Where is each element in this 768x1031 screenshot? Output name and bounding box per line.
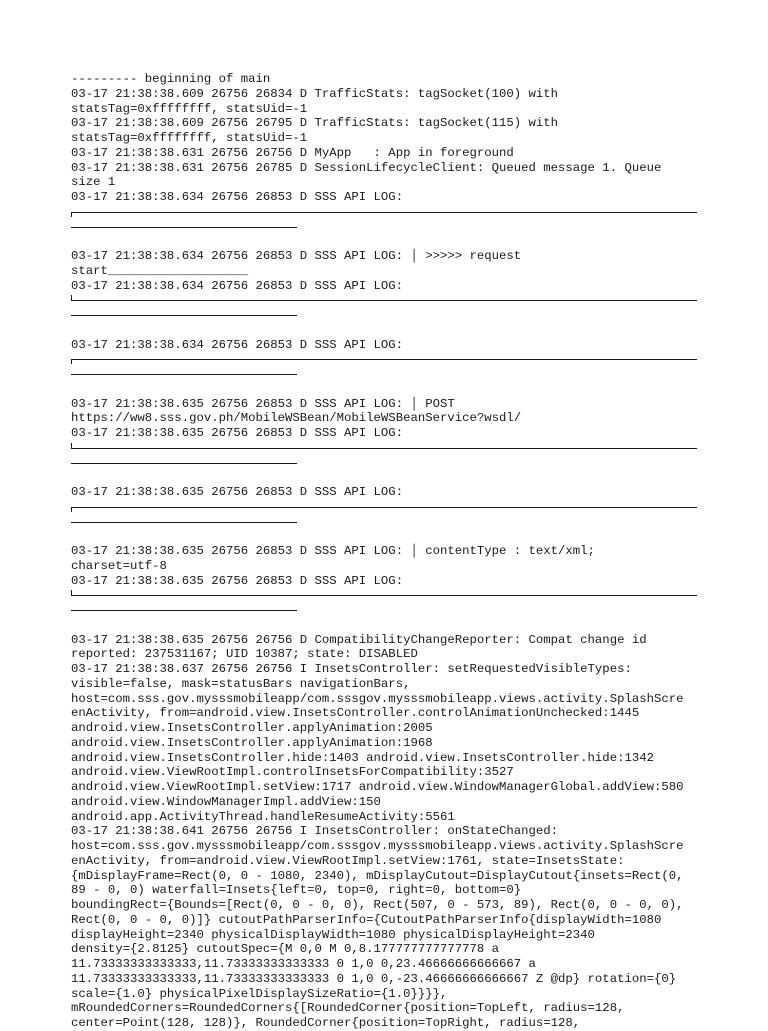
box-border-continuation [71, 220, 698, 235]
log-line: center=Point(128, 128)}, RoundedCorner{position=TopRight, radius=128, [71, 1016, 581, 1030]
log-line: 03-17 21:38:38.634 26756 26853 D SSS API LOG: [71, 278, 404, 293]
box-border-continuation [71, 515, 698, 530]
log-line: density={2.8125} cutoutSpec={M 0,0 M 0,8.177777777777778 a [71, 942, 500, 957]
log-line: android.view.WindowManagerImpl.addView:150 [71, 794, 381, 809]
log-line: android.app.ActivityThread.handleResumeActivity:5561 [71, 809, 455, 824]
log-line: 03-17 21:38:38.635 26756 26853 D SSS API LOG: │ contentType : text/xml; [71, 544, 595, 558]
blank-line [71, 618, 698, 633]
blank-line [71, 382, 698, 397]
log-line: statsTag=0xffffffff, statsUid=-1 [71, 131, 308, 145]
blank-line [71, 234, 698, 249]
box-bottom-border [71, 588, 698, 603]
log-line: 03-17 21:38:38.631 26756 26756 D MyApp : App in foreground [71, 145, 514, 160]
log-line: 03-17 21:38:38.631 26756 26785 D SessionLifecycleClient: Queued message 1. Queue [71, 160, 662, 175]
box-border-continuation [71, 456, 698, 471]
blank-line [71, 470, 698, 485]
log-line: 11.73333333333333,11.73333333333333 0 1,0 0,23.46666666666667 a [71, 957, 536, 971]
log-line: android.view.ViewRootImpl.controlInsetsForCompatibility:3527 [71, 765, 514, 780]
log-line: enActivity, from=android.view.InsetsController.controlAnimationUnchecked:1445 [71, 706, 640, 721]
box-border-continuation [71, 603, 698, 618]
box-top-border [71, 352, 698, 367]
log-line: 03-17 21:38:38.635 26756 26853 D SSS API LOG: [71, 426, 404, 440]
log-line: enActivity, from=android.view.ViewRootImpl.setView:1761, state=InsetsState: [71, 853, 625, 868]
log-line: statsTag=0xffffffff, statsUid=-1 [71, 101, 308, 116]
log-line: 03-17 21:38:38.635 26756 26853 D SSS API LOG: │ POST [71, 396, 455, 411]
log-line: size 1 [71, 175, 116, 190]
box-border-continuation [71, 308, 698, 323]
box-top-border [71, 500, 698, 515]
log-line: scale={1.0} physicalPixelDisplaySizeRatio={1.0}}}}, [71, 986, 448, 1001]
log-line: host=com.sss.gov.mysssmobileapp/com.sssgov.mysssmobileapp.views.activity.SplashScre [71, 839, 684, 853]
log-line: android.view.InsetsController.hide:1403 android.view.InsetsController.hide:1342 [71, 750, 654, 765]
log-line: 89 - 0, 0) waterfall=Insets{left=0, top=0, right=0, bottom=0} [71, 883, 522, 898]
log-line: android.view.InsetsController.applyAnimation:1968 [71, 735, 433, 750]
log-line: 03-17 21:38:38.634 26756 26853 D SSS API LOG: │ >>>>> request [71, 249, 522, 263]
log-line: android.view.ViewRootImpl.setView:1717 android.view.WindowManagerGlobal.addView:580 [71, 780, 684, 794]
box-border-continuation [71, 367, 698, 382]
log-line: host=com.sss.gov.mysssmobileapp/com.sssgov.mysssmobileapp.views.activity.SplashScre [71, 691, 684, 706]
log-line: 03-17 21:38:38.641 26756 26756 I InsetsController: onStateChanged: [71, 824, 559, 839]
log-line: 03-17 21:38:38.635 26756 26853 D SSS API LOG: [71, 485, 404, 499]
log-line: android.view.InsetsController.applyAnimation:2005 [71, 721, 433, 735]
log-line: reported: 237531167; UID 10387; state: DISABLED [71, 647, 418, 662]
blank-line [71, 323, 698, 338]
log-line: displayHeight=2340 physicalDisplayWidth=1080 physicalDisplayHeight=2340 [71, 927, 595, 942]
log-line: 03-17 21:38:38.609 26756 26795 D TrafficStats: tagSocket(115) with [71, 116, 559, 131]
log-line: 03-17 21:38:38.634 26756 26853 D SSS API LOG: [71, 337, 404, 352]
log-line: 11.73333333333333,11.73333333333333 0 1,0 0,-23.46666666666667 Z @dp} rotation={0} [71, 971, 677, 986]
log-line: start___________________ [71, 263, 249, 278]
log-line: --------- beginning of main [71, 72, 271, 86]
box-top-border [71, 205, 698, 220]
log-line: 03-17 21:38:38.637 26756 26756 I InsetsController: setRequestedVisibleTypes: [71, 662, 632, 676]
log-line: 03-17 21:38:38.634 26756 26853 D SSS API LOG: [71, 190, 404, 204]
log-line: visible=false, mask=statusBars navigationBars, [71, 676, 411, 691]
blank-line [71, 529, 698, 544]
log-line: 03-17 21:38:38.609 26756 26834 D TrafficStats: tagSocket(100) with [71, 86, 559, 101]
log-line: https://ww8.sss.gov.ph/MobileWSBean/MobileWSBeanService?wsdl/ [71, 411, 522, 426]
log-line: 03-17 21:38:38.635 26756 26853 D SSS API LOG: [71, 573, 404, 588]
box-bottom-border [71, 441, 698, 456]
log-line: {mDisplayFrame=Rect(0, 0 - 1080, 2340), mDisplayCutout=DisplayCutout{insets=Rect(0, [71, 868, 684, 883]
box-bottom-border [71, 293, 698, 308]
log-line: 03-17 21:38:38.635 26756 26756 D CompatibilityChangeReporter: Compat change id [71, 632, 647, 647]
log-line: mRoundedCorners=RoundedCorners{[RoundedCorner{position=TopLeft, radius=128, [71, 1001, 625, 1016]
log-line: Rect(0, 0 - 0, 0)]} cutoutPathParserInfo={CutoutPathParserInfo{displayWidth=1080 [71, 912, 662, 927]
log-line: charset=utf-8 [71, 558, 167, 573]
logcat-output [71, 72, 698, 1031]
log-line: boundingRect={Bounds=[Rect(0, 0 - 0, 0), Rect(507, 0 - 573, 89), Rect(0, 0 - 0, 0), [71, 898, 684, 912]
